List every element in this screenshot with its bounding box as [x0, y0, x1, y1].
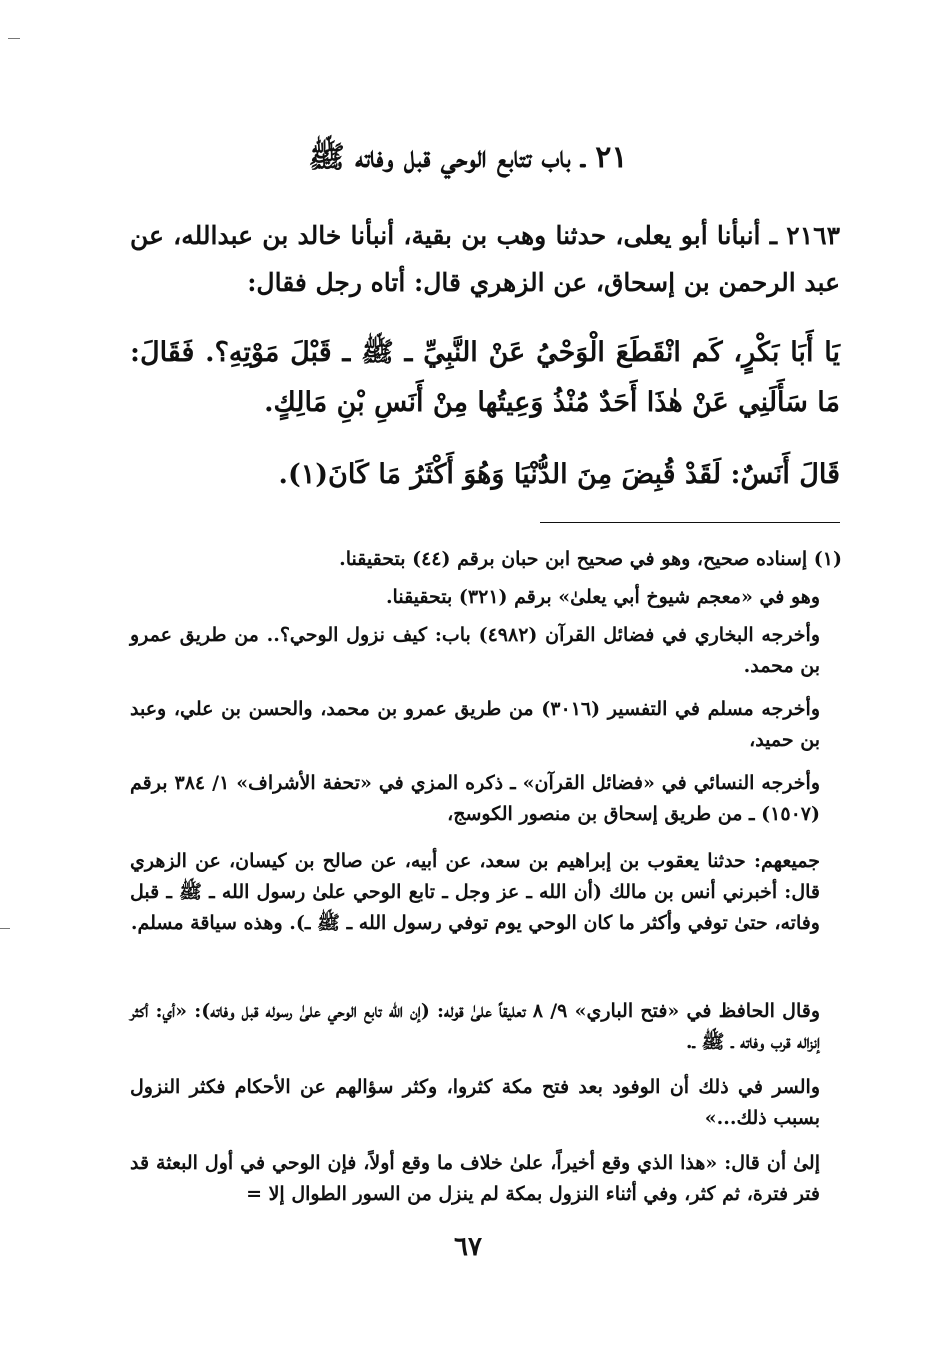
hadith-quote-2: قَالَ أَنَسٌ: لَقَدْ قُبِضَ مِنَ الدُّنْيَا وَهُوَ أَكْثَرُ مَا كَانَ(١). [278, 459, 840, 490]
footnote-paragraph: والسر في ذلك أن الوفود بعد فتح مكة كثروا، وكثر سؤالهم عن الأحكام فكثر النزول بسبب ذلك...» [130, 1076, 820, 1129]
scan-mark [8, 38, 20, 39]
footnote-paragraph: وأخرجه البخاري في فضائل القرآن (٤٩٨٢) باب: كيف نزول الوحي؟.. من طريق عمرو بن محمد. [130, 624, 821, 677]
footnote-paragraph: وأخرجه النسائي في «فضائل القرآن» ـ ذكره المزي في «تحفة الأشراف» ١/ ٣٨٤ برقم (١٥٠٧) ـ من طريق إسحاق بن منصور الكوسج، [130, 772, 820, 825]
footnote-divider [540, 522, 840, 523]
footnote-1: (١) إسناده صحيح، وهو في صحيح ابن حبان برقم (٤٤) بتحقيقنا. [339, 548, 842, 570]
scan-mark [0, 928, 10, 929]
hadith-quote-1: يَا أَبَا بَكْرٍ، كَم انْقَطَعَ الْوَحْيُ عَنْ النَّبِيِّ ـ ﷺ ـ قَبْلَ مَوْتِهِ؟. فَقَالَ: مَا سَأَلَنِي عَنْ هٰذَا أَحَدٌ مُنْذُ وَعِيتُها مِنْ أَنَسِ بْنِ مَالِكٍ. [130, 337, 840, 418]
footnote-paragraph: إلىٰ أن قال: «هذا الذي وقع أخيراً، علىٰ خلاف ما وقع أولاً، فإن الوحي في أول البعثة قد فتر فترة، ثم كثر، وفي أثناء النزول بمكة لم ينزل من السور الطوال إلا = [130, 1152, 820, 1205]
chapter-heading: ٢١ ـ باب تتابع الوحي قبل وفاته ﷺ [308, 140, 628, 175]
footnote-paragraph: وهو في «معجم شيوخ أبي يعلىٰ» برقم (٣٢١) بتحقيقنا. [385, 586, 820, 608]
hadith-isnad: ٢١٦٣ ـ أنبأنا أبو يعلى، حدثنا وهب بن بقية، أنبأنا خالد بن عبدالله، عن عبد الرحمن بن إسحاق، عن الزهري قال: أتاه رجل فقال: [130, 221, 840, 297]
footnote-paragraph: وقال الحافظ في «فتح الباري» ٩/ ٨ تعليقاً علىٰ قوله: (إن الله تابع الوحي علىٰ رسوله قبل وفاته): «أي: أكثر إنزاله قرب وفاته ـ ﷺ ـ. [130, 1000, 820, 1053]
footnote-paragraph: وأخرجه مسلم في التفسير (٣٠١٦) من طريق عمرو بن محمد، والحسن بن علي، وعبد بن حميد، [130, 698, 821, 751]
footnote-paragraph: جميعهم: حدثنا يعقوب بن إبراهيم بن سعد، عن أبيه، عن صالح بن كيسان، عن الزهري قال: أخبرني أنس بن مالك (أن الله ـ عز وجل ـ تابع الوحي علىٰ رسول الله ـ ﷺ ـ قبل وفاته، حتىٰ توفي وأكثر ما كان الوحي يوم توفي رسول الله ـ ﷺ ـ). وهذه سياقة مسلم. [130, 850, 820, 934]
page-number: ٦٧ [454, 1232, 482, 1262]
